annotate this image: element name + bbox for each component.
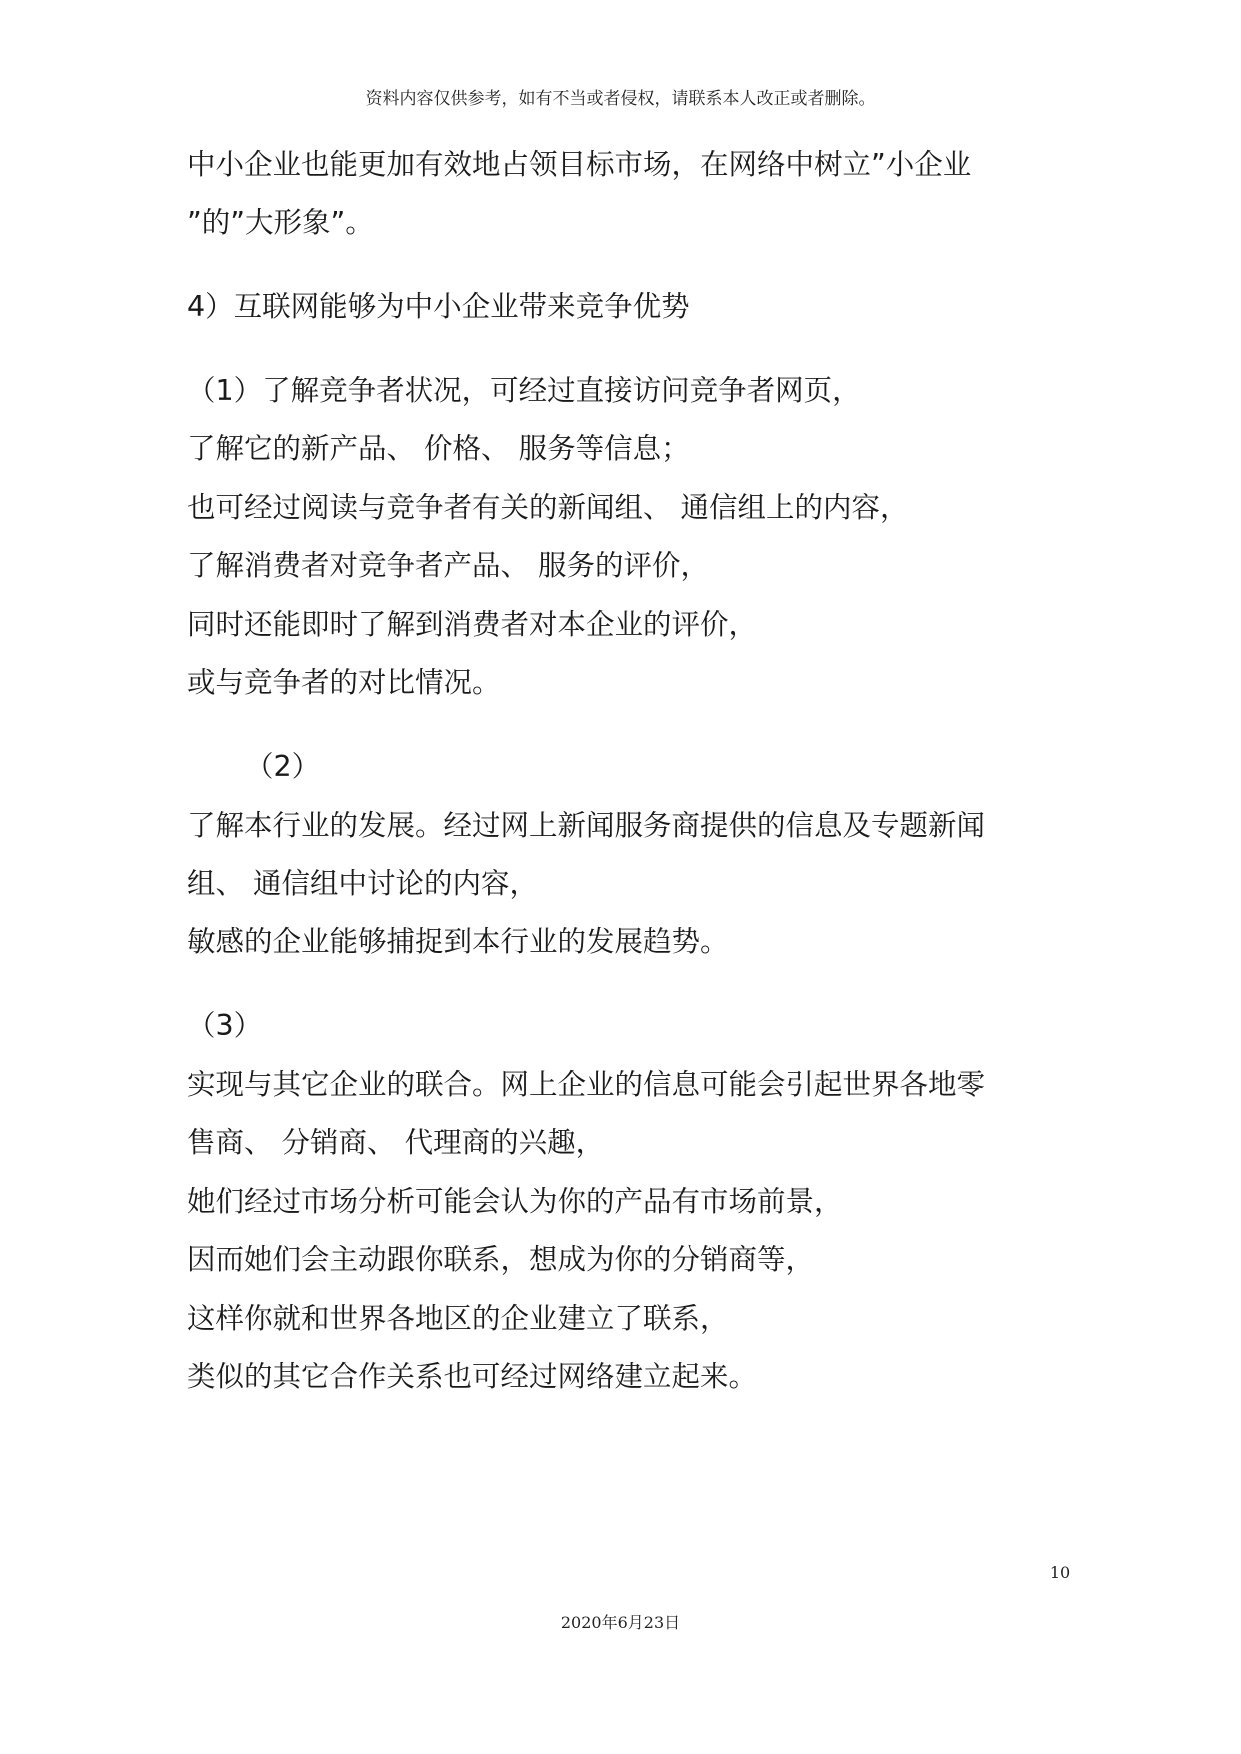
footer-date: 2020年6月23日 [560,1613,681,1632]
paragraph-line: 中小企业也能更加有效地占领目标市场，在网络中树立”小企业 [187,148,972,181]
header-disclaimer: 资料内容仅供参考，如有不当或者侵权，请联系本人改正或者删除。 [365,89,876,109]
paragraph-line: 组、 通信组中讨论的内容， [187,867,539,900]
paragraph-line: ”的”大形象”。 [187,206,374,239]
paragraph-line: 也可经过阅读与竞争者有关的新闻组、 通信组上的内容， [187,491,909,524]
paragraph-line: 或与竞争者的对比情况。 [187,666,501,699]
paragraph-line: 她们经过市场分析可能会认为你的产品有市场前景， [187,1185,843,1218]
paragraph-line: 类似的其它合作关系也可经过网络建立起来。 [187,1360,758,1393]
paragraph-line: 实现与其它企业的联合。网上企业的信息可能会引起世界各地零 [187,1068,986,1101]
paragraph-line: 敏感的企业能够捕捉到本行业的发展趋势。 [187,925,729,958]
paragraph-line: 因而她们会主动跟你联系，想成为你的分销商等， [187,1243,815,1276]
paragraph-line: 了解消费者对竞争者产品、 服务的评价， [187,549,710,582]
paragraph-line: （1）了解竞争者状况，可经过直接访问竞争者网页， [187,374,861,407]
paragraph-line: 了解本行业的发展。经过网上新闻服务商提供的信息及专题新闻 [187,809,986,842]
page-number: 10 [1049,1563,1071,1582]
paragraph-line: 售商、 分销商、 代理商的兴趣， [187,1126,605,1159]
paragraph-line: 同时还能即时了解到消费者对本企业的评价， [187,608,758,641]
item-number: （3） [187,1009,263,1042]
section-heading: 4）互联网能够为中小企业带来竞争优势 [187,290,690,323]
paragraph-line: 这样你就和世界各地区的企业建立了联系， [187,1302,729,1335]
paragraph-line: 了解它的新产品、 价格、 服务等信息； [187,432,690,465]
item-number: （2） [245,750,321,783]
